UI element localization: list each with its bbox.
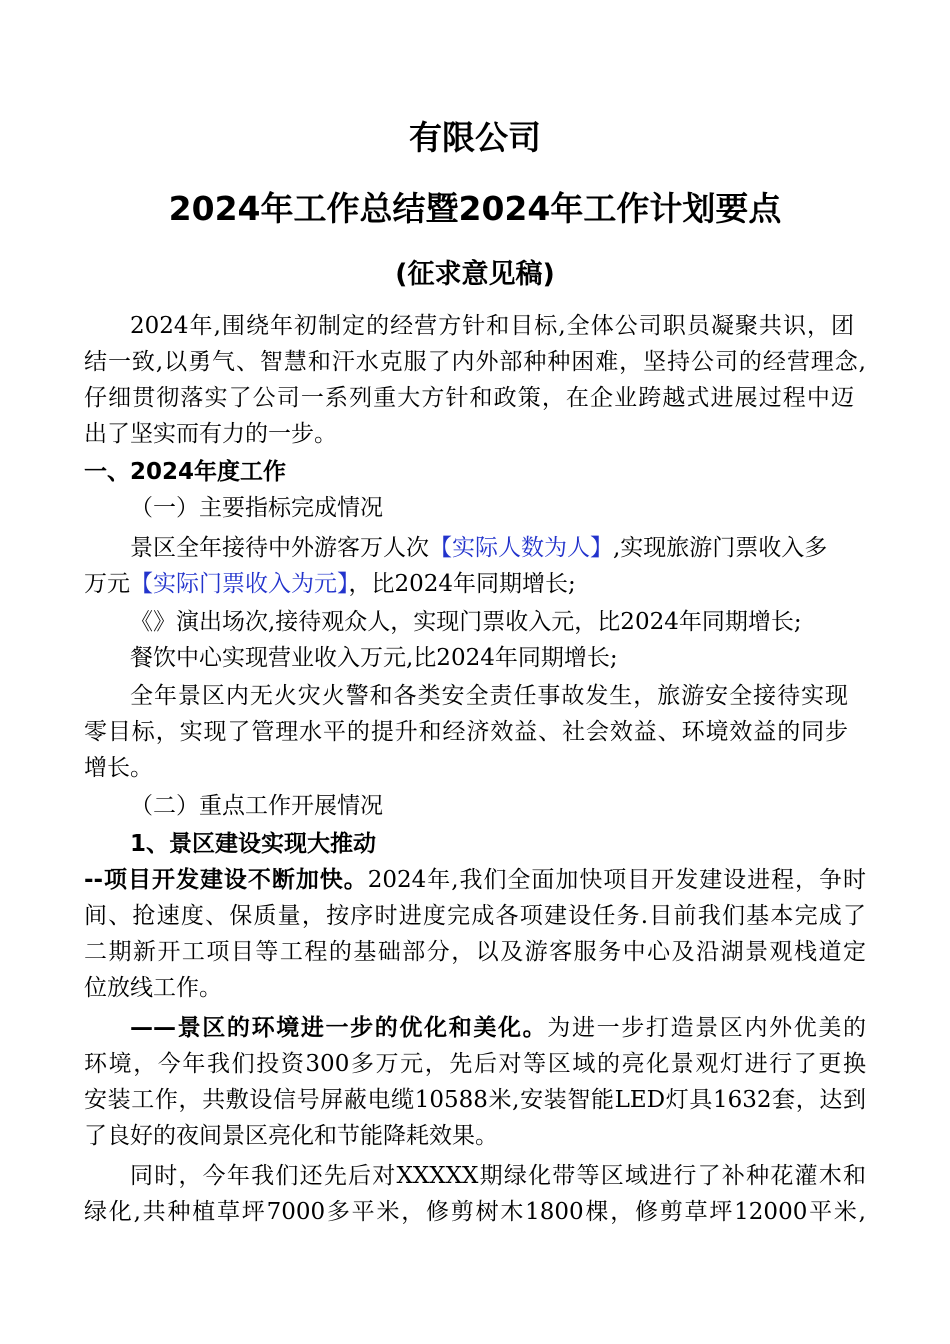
project-lead: --项目开发建设不断加快。 [84,867,368,893]
indicator-performance: 《》演出场次,接待观众人，实现门票收入元，比2024年同期增长; [130,609,802,635]
indicator-safety-line-1: 全年景区内无火灾火警和各类安全责任事故发生，旅游安全接待实现 [130,683,848,709]
project-line-1: --项目开发建设不断加快。2024年,我们全面加快项目开发建设进程，争时 [84,867,866,893]
intro-line-1: 2024年,围绕年初制定的经营方针和目标,全体公司职员凝聚共识，团 [130,313,854,339]
company-name: 有限公司 [409,118,541,157]
indicator-safety-line-3: 增长。 [84,755,153,781]
intro-line-2: 结一致,以勇气、智慧和汗水克服了内外部种种困难，坚持公司的经营理念, [84,349,866,375]
indicator-visitors-line-1: 景区全年接待中外游客万人次【实际人数为人】,实现旅游门票收入多 [130,535,828,561]
indicator-safety-line-2: 零目标，实现了管理水平的提升和经济效益、社会效益、环境效益的同步 [84,719,848,745]
visitor-count-link[interactable]: 【实际人数为人】 [429,535,613,561]
project-line-4: 位放线工作。 [84,975,222,1001]
intro-line-4: 出了坚实而有力的一步。 [84,421,337,447]
greening-line-2: 绿化,共种植草坪7000多平米，修剪树木1800棵，修剪草坪12000平米, [84,1199,866,1225]
document-title: 2024年工作总结暨2024年工作计划要点 [168,189,782,228]
intro-line-3: 仔细贯彻落实了公司一系列重大方针和政策，在企业跨越式进展过程中迈 [84,385,854,411]
indicator-catering: 餐饮中心实现营业收入万元,比2024年同期增长; [130,645,618,671]
environment-lead: ——景区的环境进一步的优化和美化。 [130,1015,548,1041]
environment-line-3: 安装工作，共敷设信号屏蔽电缆10588米,安装智能LED灯具1632套，达到 [84,1087,866,1113]
item-heading-1: 1、景区建设实现大推动 [130,831,377,857]
project-line-3: 二期新开工项目等工程的基础部分，以及游客服务中心及沿湖景观栈道定 [84,939,866,965]
greening-line-1: 同时，今年我们还先后对XXXXX期绿化带等区域进行了补种花灌木和 [130,1163,866,1189]
project-line-2: 间、抢速度、保质量，按序时进度完成各项建设任务.目前我们基本完成了 [84,903,866,929]
environment-line-2: 环境，今年我们投资300多万元，先后对等区域的亮化景观灯进行了更换 [84,1051,866,1077]
draft-label: (征求意见稿) [395,259,555,290]
environment-line-1: ——景区的环境进一步的优化和美化。为进一步打造景区内外优美的 [130,1015,867,1041]
section-heading-1: 一、2024年度工作 [84,459,287,485]
subsection-heading-1: （一）主要指标完成情况 [130,495,383,521]
subsection-heading-2: （二）重点工作开展情况 [130,793,383,819]
indicator-visitors-line-2: 万元【实际门票收入为元】，比2024年同期增长; [84,571,576,597]
ticket-revenue-link[interactable]: 【实际门票收入为元】 [130,571,349,597]
environment-line-4: 了良好的夜间景区亮化和节能降耗效果。 [84,1123,498,1149]
